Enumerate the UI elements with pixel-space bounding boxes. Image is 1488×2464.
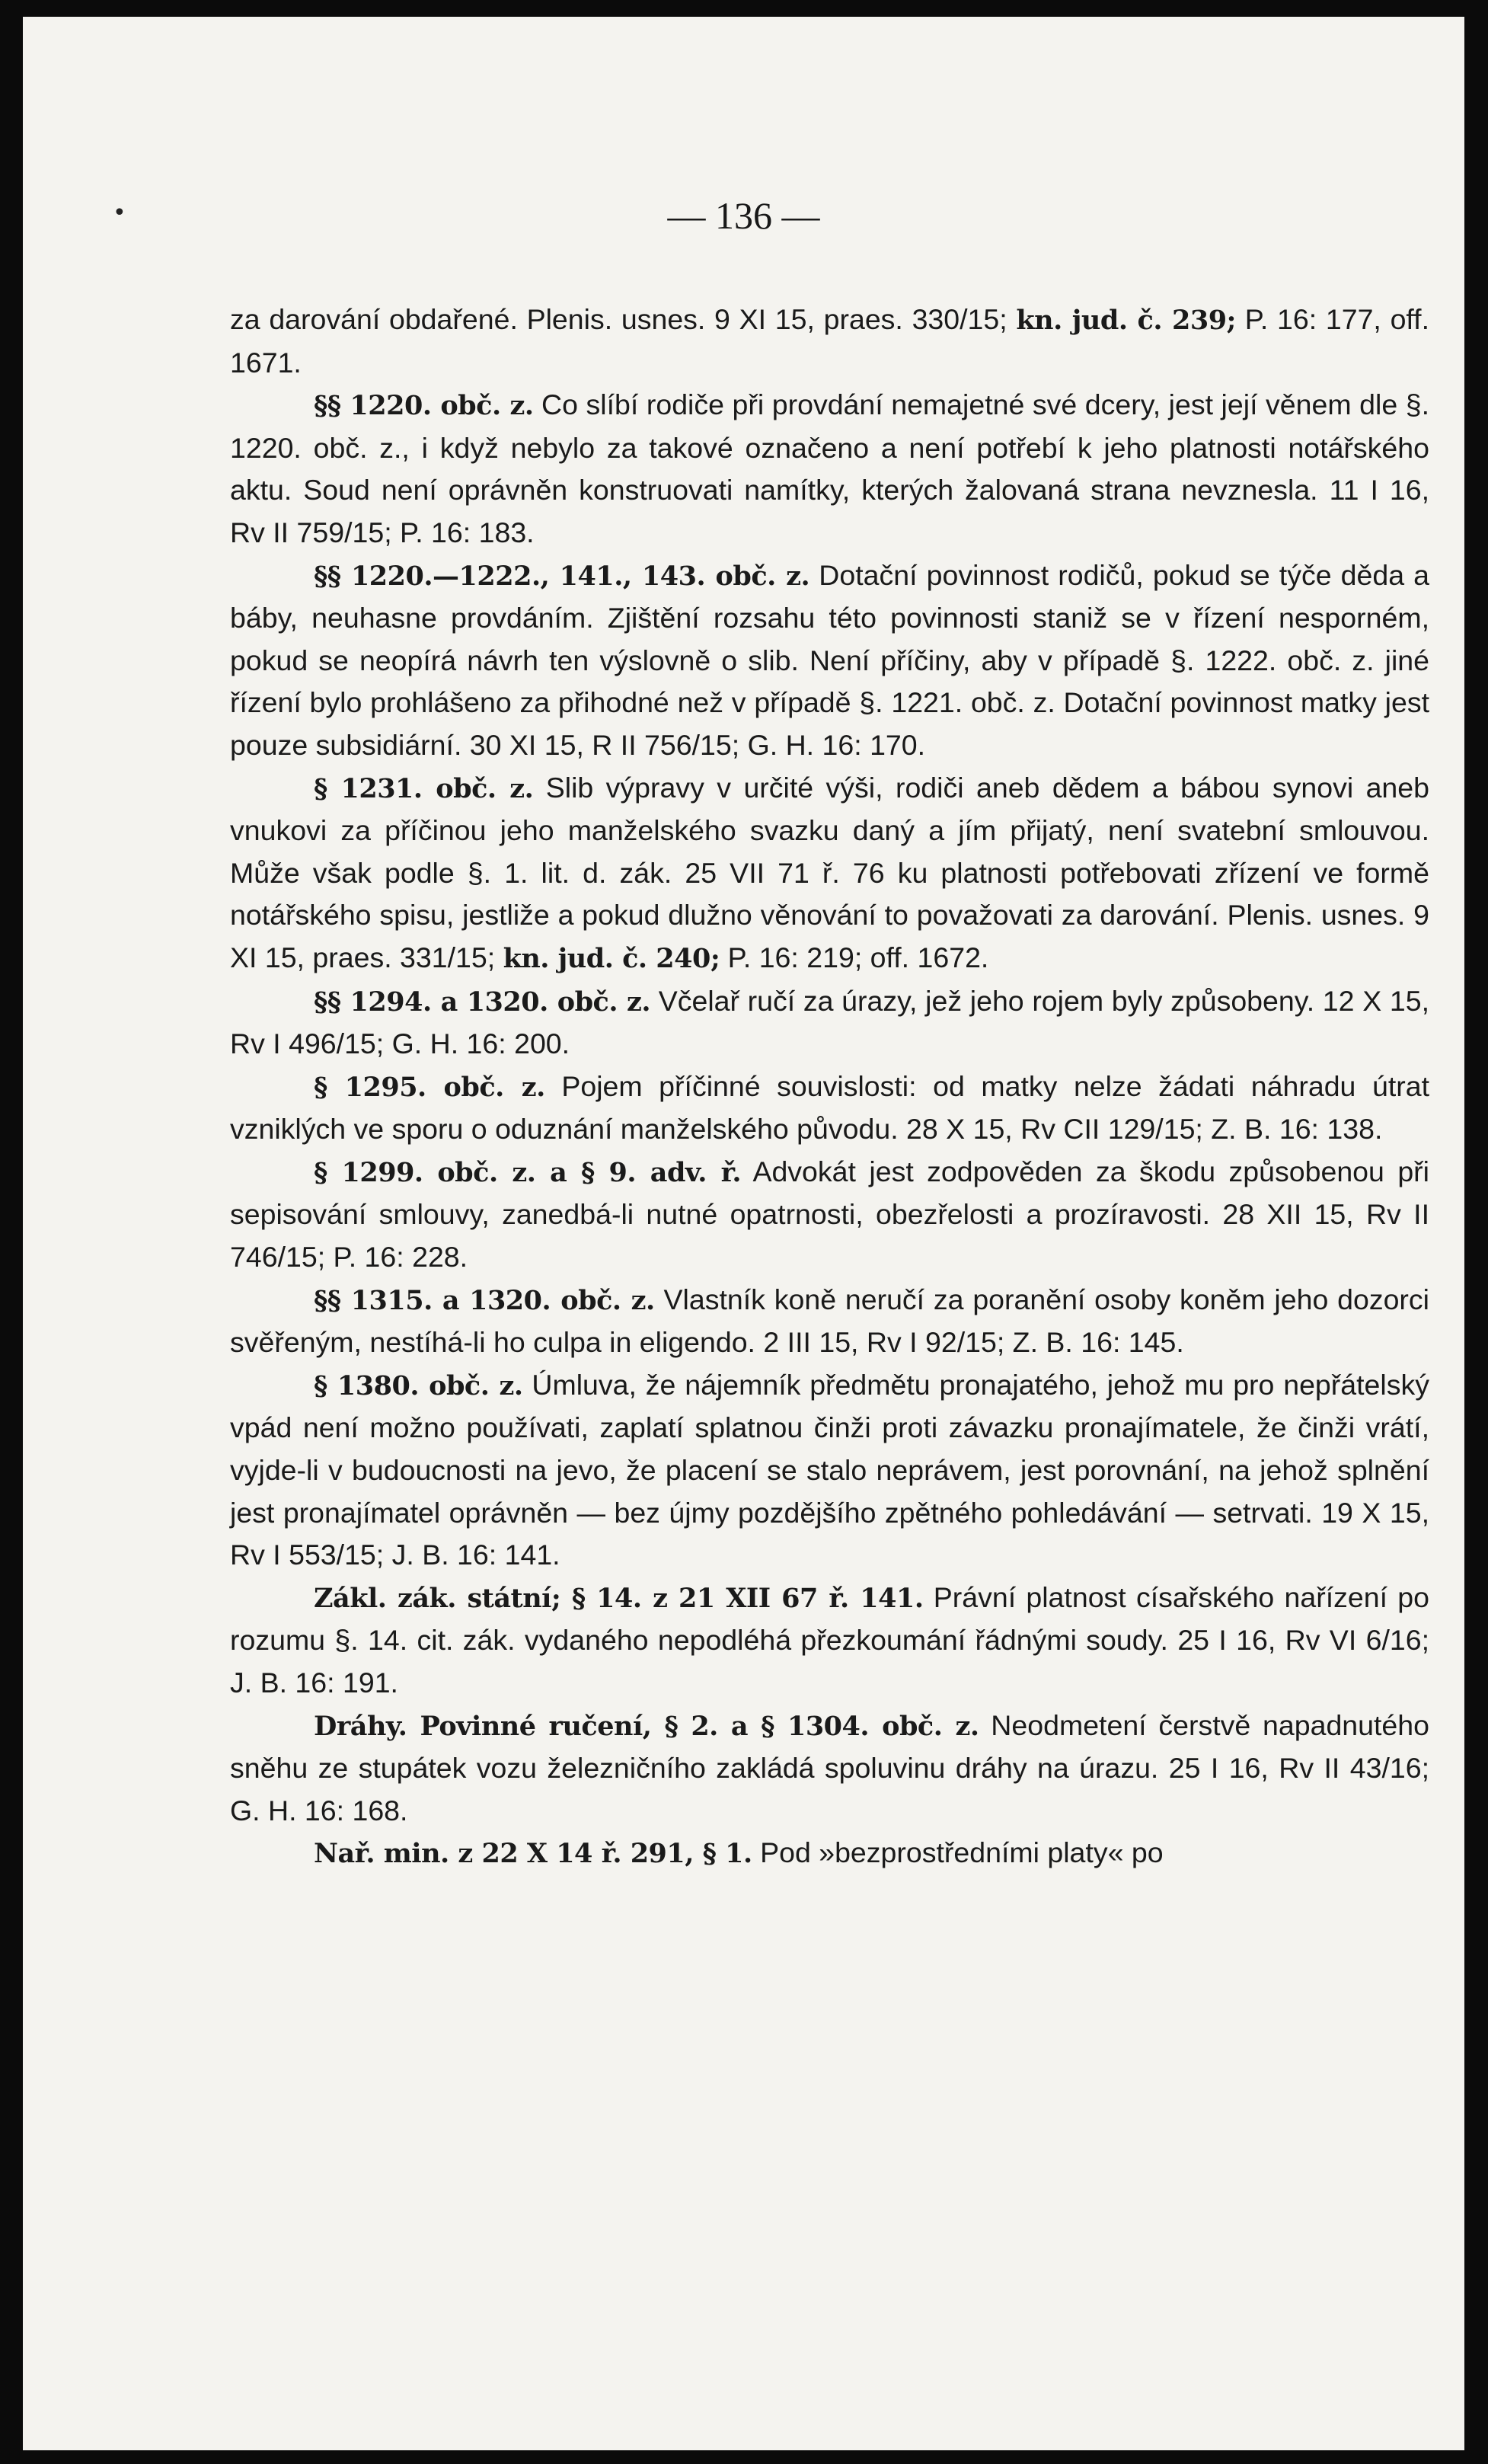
page-number: — 136 — — [667, 194, 820, 237]
text-run: Pod »bezprostředními platy« po — [752, 1836, 1164, 1869]
section-heading: Nař. min. z 22 X 14 ř. 291, § 1. — [314, 1838, 752, 1870]
paragraph — [230, 554, 1429, 767]
text-run: Pojem příčinné souvislosti: od matky nelze žádati náhradu útrat vzniklých ve sporu o oduznání manželského původu. 28 X 15, Rv CII 129/15; Z. B. 16: 138. — [230, 1069, 1429, 1146]
paragraph — [230, 299, 1429, 384]
text-run: P. 16: 177, off. 1671. — [230, 303, 1429, 379]
paragraph — [230, 384, 1429, 554]
body-text — [230, 299, 1429, 1875]
book-page — [23, 17, 1464, 2450]
section-heading: Zákl. zák. státní; § 14. z 21 XII 67 ř. 141. — [314, 1582, 924, 1614]
section-heading: §§ 1220. obč. z. — [314, 390, 534, 422]
section-heading: § 1295. obč. z. — [314, 1071, 545, 1103]
paragraph — [230, 1705, 1429, 1833]
paragraph — [230, 1279, 1429, 1364]
paragraph — [230, 1151, 1429, 1279]
paragraph — [230, 1577, 1429, 1705]
margin-marker: • — [113, 200, 126, 226]
paragraph — [230, 980, 1429, 1066]
paragraph — [230, 1066, 1429, 1151]
text-run: za darování obdařené. Plenis. usnes. 9 XI 15, praes. 330/15; — [230, 303, 1017, 335]
text-run: Co slíbí rodiče při provdání nemajetné své dcery, jest její věnem dle §. 1220. obč. z., i když nebylo za takové označeno a není potřebí k jeho platnosti notářského aktu. Soud není oprávněn konstruovati namítky, kterých žalovaná strana nevznesla. 11 I 16, Rv II 759/15; P. 16: 183. — [230, 388, 1429, 548]
text-run: Úmluva, že nájemník předmětu pronajatého, jehož mu pro nepřátelský vpád není možno používati, zaplatí splatnou činži proti závazku pronajímatele, že činži vrátí, vyjde-li v budoucnosti na jevo, že placení se stalo neprávem, jest porovnání, na jehož splnění jest pronajímatel oprávněn — bez újmy pozdějšího zpětného pohledávání — setrvati. 19 X 15, Rv I 553/15; J. B. 16: 141. — [230, 1368, 1429, 1571]
section-heading: §§ 1315. a 1320. obč. z. — [314, 1284, 655, 1316]
text-run: Včelař ručí za úrazy, jež jeho rojem byly způsobeny. 12 X 15, Rv I 496/15; G. H. 16: 200. — [230, 984, 1430, 1060]
section-heading: § 1231. obč. z. — [314, 772, 534, 804]
text-run: Slib výpravy v určité výši, rodiči aneb dědem a bábou synovi aneb vnukovi za příčinou jeho manželského svazku daný a jím přijatý, není svatební smlouvou. Může však podle §. 1. lit. d. zák. 25 VII 71 ř. 76 ku platnosti potřebovati zřízení ve formě notářského spisu, jestliže a pokud dlužno věnování to považovati za darování. Plenis. usnes. 9 XI 15, praes. 331/15; — [230, 771, 1429, 973]
section-heading: §§ 1294. a 1320. obč. z. — [314, 986, 651, 1018]
text-run: Advokát jest zodpověden za škodu způsobenou při sepisování smlouvy, zanedbá-li nutné opatrnosti, obezřelosti a prozíravosti. 28 XII 15, Rv II 746/15; P. 16: 228. — [230, 1155, 1429, 1274]
section-heading: §§ 1220.—1222., 141., 143. obč. z. — [314, 560, 810, 592]
section-heading: Dráhy. Povinné ručení, § 2. a § 1304. obč. z. — [314, 1710, 979, 1742]
text-run: Neodmetení čerstvě napadnutého sněhu ze stupátek vozu železničního zakládá spoluvinu dráhy na úrazu. 25 I 16, Rv II 43/16; G. H. 16: 168. — [230, 1708, 1429, 1826]
section-heading: § 1299. obč. z. a § 9. adv. ř. — [314, 1156, 742, 1188]
text-run: Právní platnost císařského nařízení po rozumu §. 14. cit. zák. vydaného nepodléhá přezkoumání řádnými soudy. 25 I 16, Rv VI 6/16; J. B. 16: 191. — [230, 1580, 1429, 1699]
paragraph — [230, 1832, 1429, 1875]
citation-bold: kn. jud. č. 240; — [503, 942, 720, 974]
text-run: Vlastník koně neručí za poranění osoby koněm jeho dozorci svěřeným, nestíhá-li ho culpa in eligendo. 2 III 15, Rv I 92/15; Z. B. 16: 145. — [230, 1283, 1429, 1359]
section-heading: § 1380. obč. z. — [314, 1369, 523, 1401]
paragraph — [230, 1364, 1429, 1577]
text-run: P. 16: 219; off. 1672. — [720, 941, 989, 973]
text-run: Dotační povinnost rodičů, pokud se týče děda a báby, neuhasne provdáním. Zjištění rozsahu této povinnosti staniž se v řízení nesporném, pokud se neopírá návrh ten výslovně o slib. Není příčiny, aby v případě §. 1222. obč. z. jiné řízení bylo prohlášeno za přihodné než v případě §. 1221. obč. z. Dotační povinnost matky jest pouze subsidiární. 30 XI 15, R II 756/15; G. H. 16: 170. — [230, 558, 1429, 761]
citation-bold: kn. jud. č. 239; — [1016, 305, 1236, 336]
paragraph — [230, 767, 1429, 980]
